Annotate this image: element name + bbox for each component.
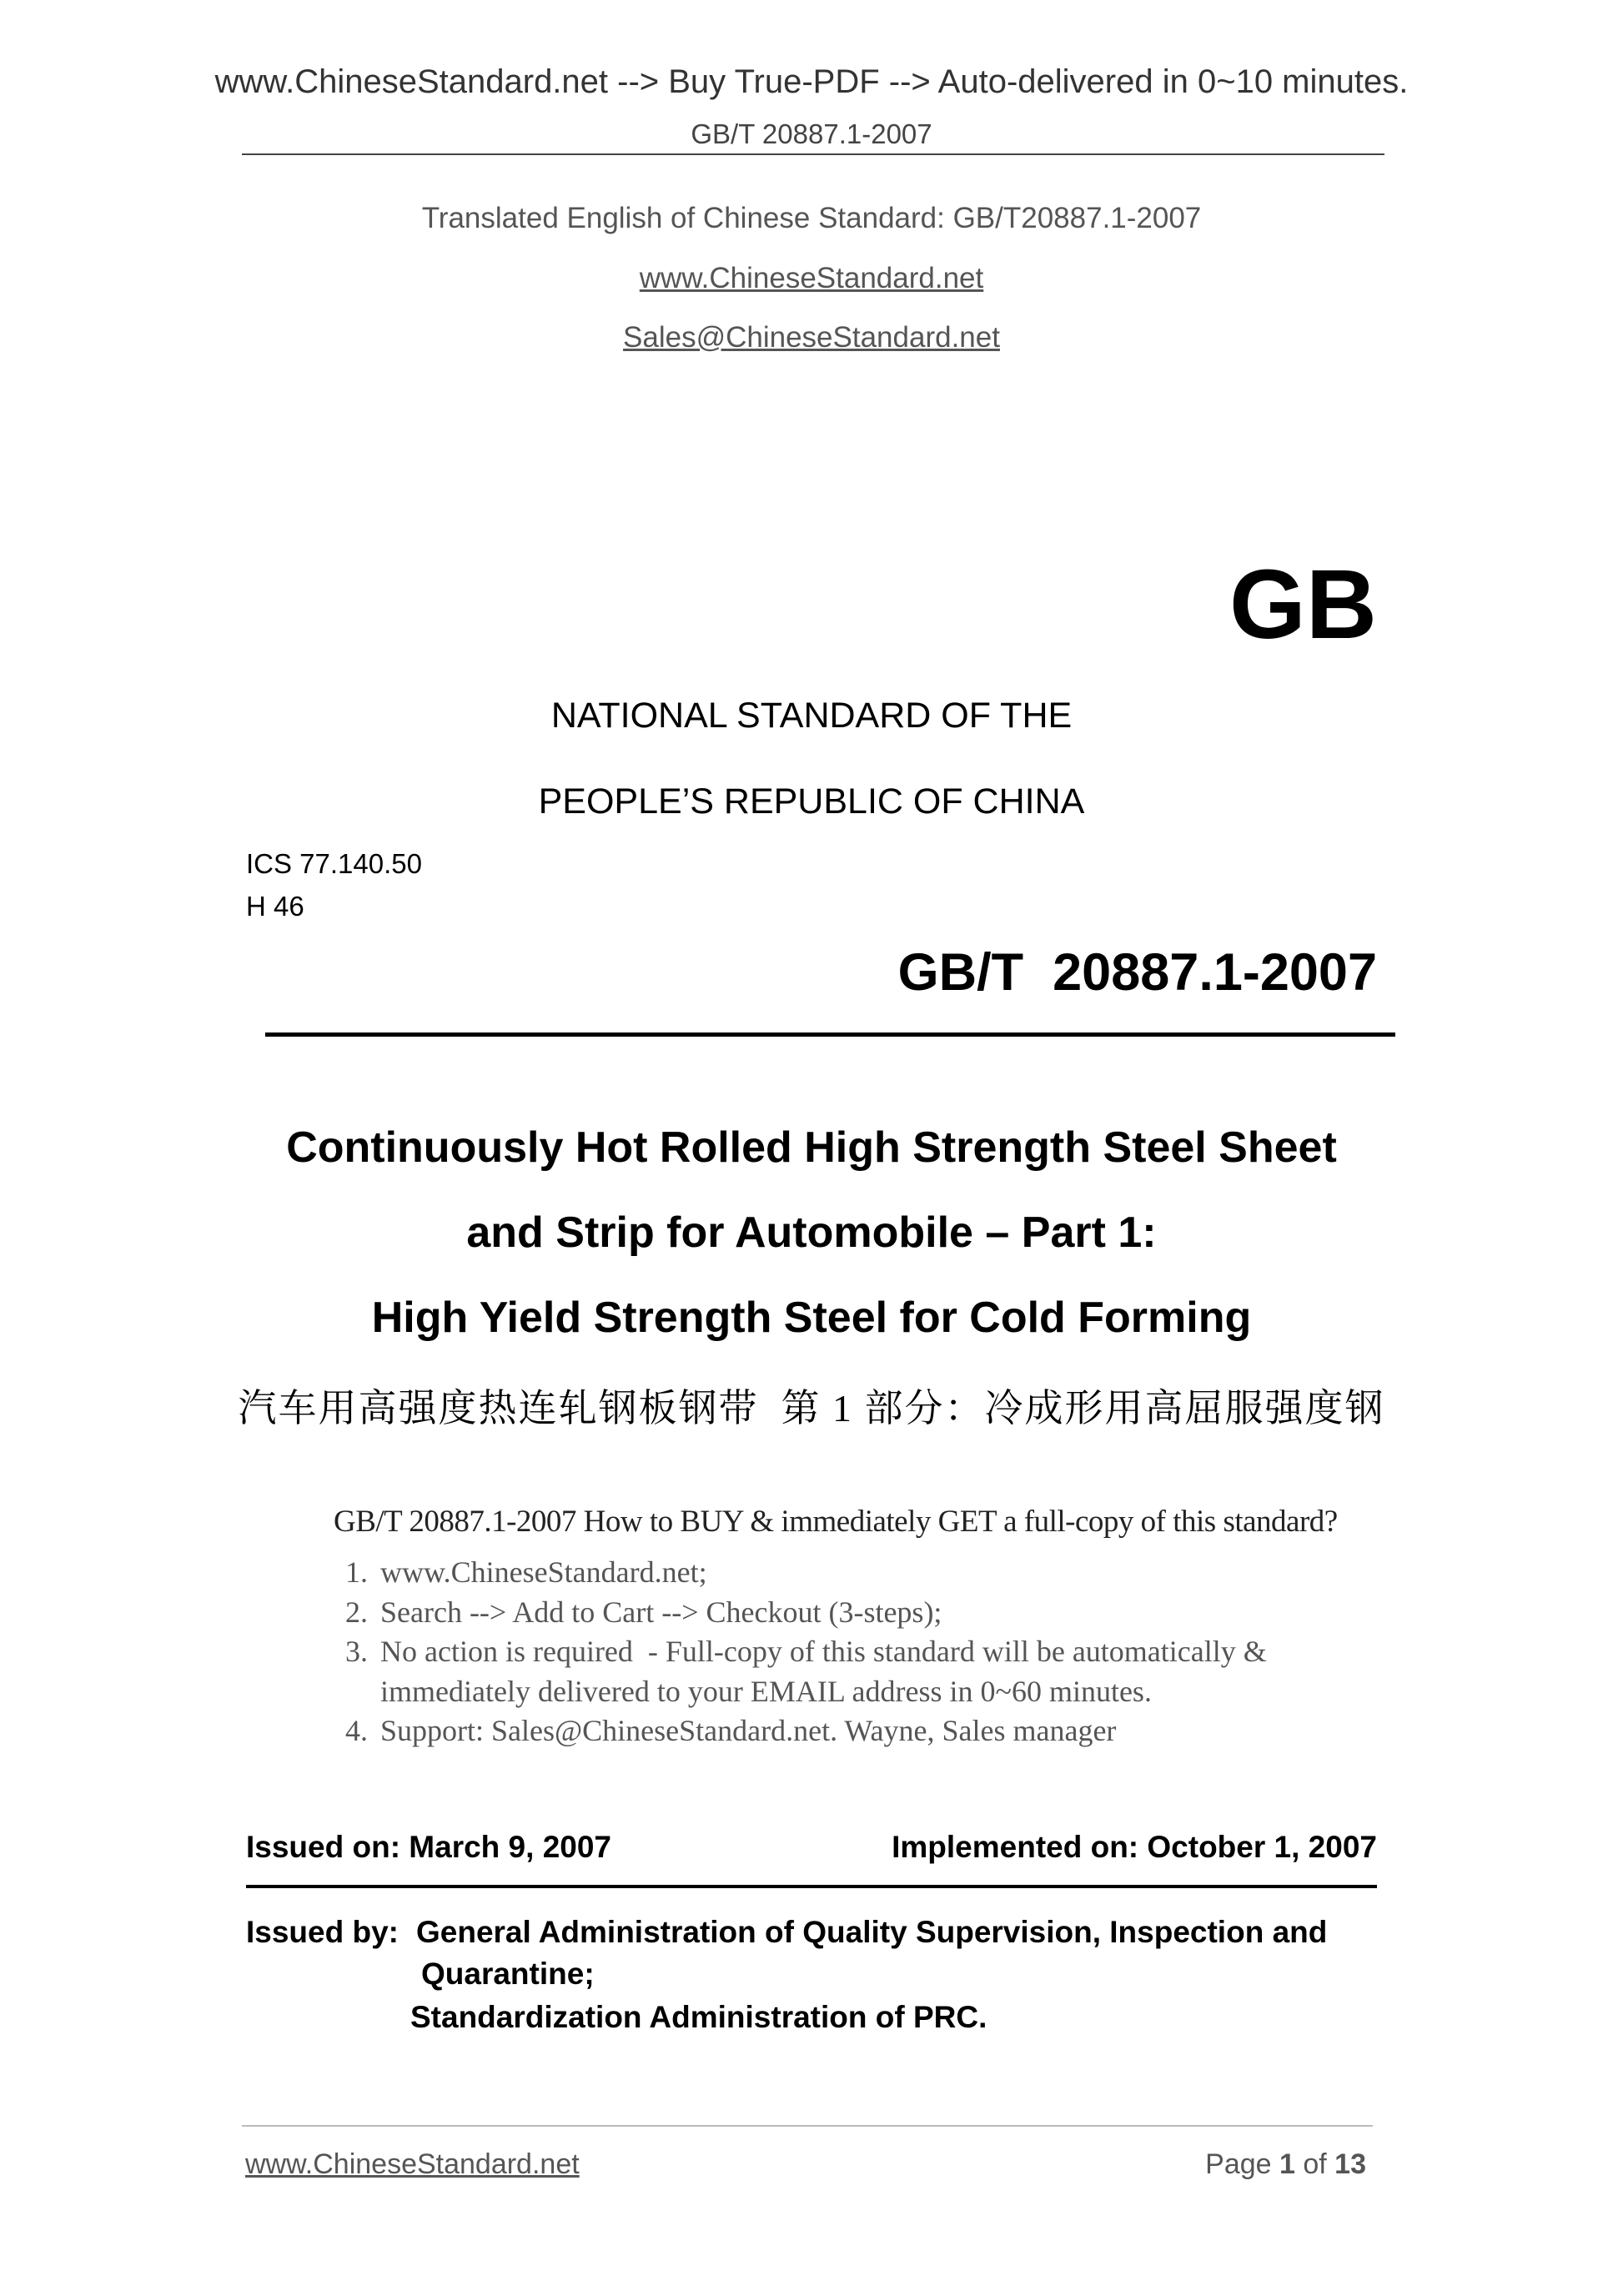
header-divider xyxy=(242,153,1384,155)
standard-number: GB/T 20887.1-2007 xyxy=(897,943,1377,1002)
buy-heading: GB/T 20887.1-2007 How to BUY & immediately GET a full-copy of this standard? xyxy=(334,1505,1338,1539)
dates-divider xyxy=(246,1885,1377,1888)
buy-step-text[interactable]: www.ChineseStandard.net; xyxy=(380,1555,707,1589)
title-line-2: and Strip for Automobile – Part 1: xyxy=(466,1208,1157,1257)
ics-code: ICS 77.140.50 xyxy=(246,848,422,879)
implemented-date: Implemented on: October 1, 2007 xyxy=(892,1830,1377,1864)
footer-divider xyxy=(242,2125,1373,2127)
footer-website-link[interactable]: www.ChineseStandard.net xyxy=(245,2148,580,2180)
issued-by-line-2: Quarantine; xyxy=(421,1957,595,1991)
buy-step-3-continued xyxy=(345,1672,1267,1712)
ccs-code: H 46 xyxy=(246,891,304,922)
buy-step-number: 4. xyxy=(345,1714,368,1747)
title-line-3: High Yield Strength Steel for Cold Forming xyxy=(371,1294,1252,1342)
buy-step-3 xyxy=(345,1632,1267,1672)
header-doc-code: GB/T 20887.1-2007 xyxy=(691,118,932,149)
gb-mark: GB xyxy=(1229,550,1377,660)
buy-steps xyxy=(345,1553,1267,1751)
issued-by-line-1: General Administration of Quality Supervision, Inspection and xyxy=(416,1915,1328,1949)
email-link[interactable]: Sales@ChineseStandard.net xyxy=(623,321,1000,354)
page-total: 13 xyxy=(1334,2148,1366,2180)
issued-by-line-3: Standardization Administration of PRC. xyxy=(410,2000,987,2034)
buy-step-text: Search --> Add to Cart --> Checkout (3-steps); xyxy=(380,1595,942,1629)
buy-step-2 xyxy=(345,1593,1267,1633)
buy-step-number: 1. xyxy=(345,1555,368,1589)
title-divider xyxy=(265,1032,1395,1037)
buy-step-4 xyxy=(345,1711,1267,1751)
title-line-1: Continuously Hot Rolled High Strength Steel Sheet xyxy=(286,1123,1337,1172)
issued-by-label: Issued by: xyxy=(246,1915,399,1949)
page-indicator xyxy=(1205,2148,1366,2181)
buy-step-text: Support: Sales@ChineseStandard.net. Wayne, Sales manager xyxy=(380,1714,1117,1747)
buy-step-text: No action is required - Full-copy of this standard will be automatically & xyxy=(380,1635,1267,1668)
buy-step-1 xyxy=(345,1553,1267,1593)
page-mid: of xyxy=(1294,2148,1335,2180)
page-prefix: Page xyxy=(1205,2148,1279,2180)
page-number: 1 xyxy=(1279,2148,1295,2180)
buy-step-text-continued: immediately delivered to your EMAIL address in 0~60 minutes. xyxy=(380,1674,1152,1708)
header-banner[interactable]: www.ChineseStandard.net --> Buy True-PDF --> Auto-delivered in 0~10 minutes. xyxy=(214,63,1409,100)
buy-step-number: 2. xyxy=(345,1595,368,1629)
national-line-1: NATIONAL STANDARD OF THE xyxy=(550,696,1073,736)
website-link[interactable]: www.ChineseStandard.net xyxy=(639,262,984,294)
issued-date: Issued on: March 9, 2007 xyxy=(246,1830,612,1864)
buy-step-number: 3. xyxy=(345,1635,368,1668)
translated-line: Translated English of Chinese Standard: GB/T20887.1-2007 xyxy=(421,202,1202,234)
national-line-2: PEOPLE’S REPUBLIC OF CHINA xyxy=(538,781,1085,821)
title-chinese: 汽车用高强度热连轧钢板钢带 第 1 部分：冷成形用高屈服强度钢 xyxy=(238,1387,1385,1429)
